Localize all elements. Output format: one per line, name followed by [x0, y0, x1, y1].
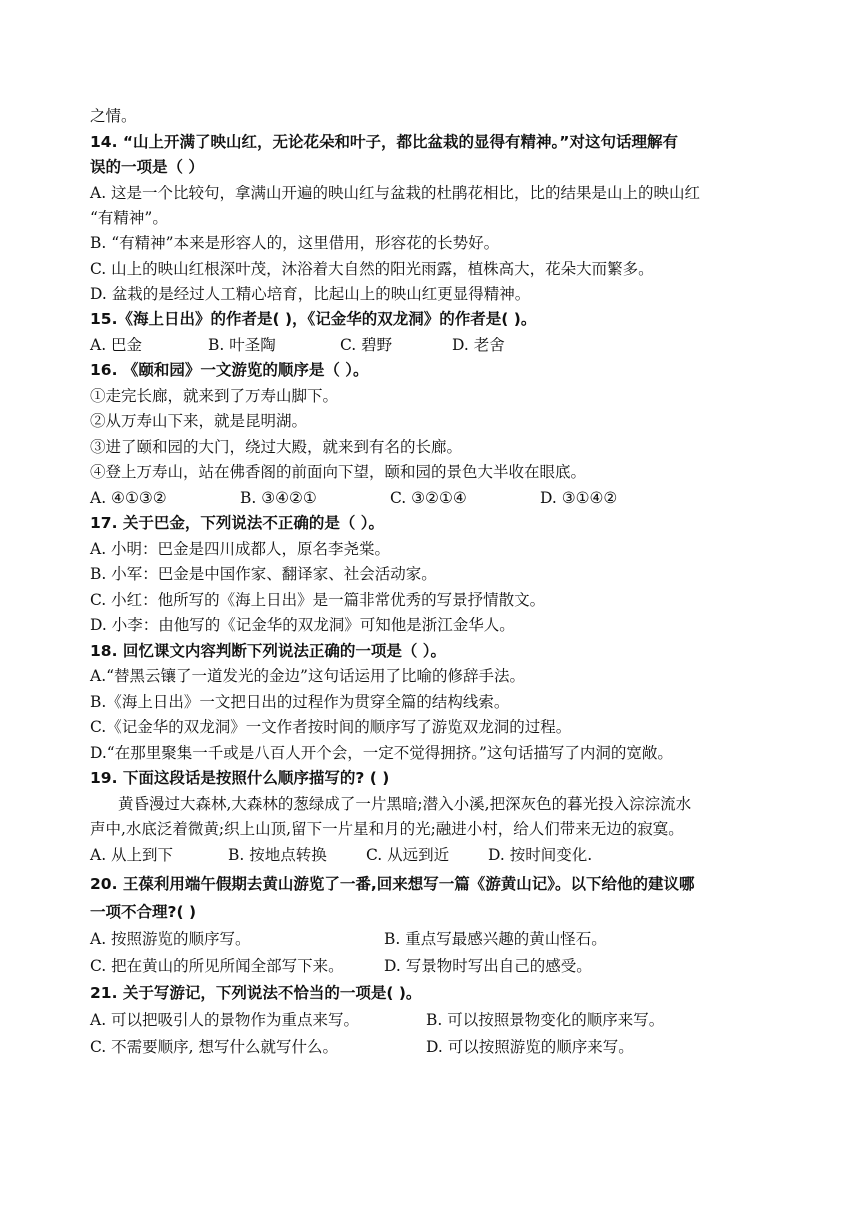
- question-16-step-4: ④登上万寿山，站在佛香阁的前面向下望，颐和园的景色大半收在眼底。: [90, 463, 587, 481]
- question-16-stem: 16. 《颐和园》一文游览的顺序是（ ）。: [90, 361, 369, 379]
- question-18-option-b: B.《海上日出》一文把日出的过程作为贯穿全篇的结构线索。: [90, 693, 510, 711]
- question-17-option-d: D. 小李：由他写的《记金华的双龙洞》可知他是浙江金华人。: [90, 616, 515, 634]
- question-20-stem: 20. 王葆利用端午假期去黄山游览了一番,回来想写一篇《游黄山记》。以下给他的建议哪: [90, 875, 695, 893]
- question-16-option-c: C. ③②①④: [390, 489, 467, 507]
- question-19-passage: 黄昏漫过大森林,大森林的葱绿成了一片黑暗;潜入小溪,把深灰色的暮光投入淙淙流水: [118, 795, 692, 813]
- question-15-option-b: B. 叶圣陶: [208, 336, 276, 354]
- question-21-option-a: A. 可以把吸引人的景物作为重点来写。: [90, 1011, 360, 1029]
- question-18-stem: 18. 回忆课文内容判断下列说法正确的一项是（ ）。: [90, 642, 447, 660]
- question-15-option-c: C. 碧野: [340, 336, 393, 354]
- question-16-option-a: A. ④①③②: [90, 489, 167, 507]
- question-20-option-c: C. 把在黄山的所见所闻全部写下来。: [90, 957, 344, 975]
- question-20-option-b: B. 重点写最感兴趣的黄山怪石。: [384, 930, 607, 948]
- question-21-option-b: B. 可以按照景物变化的顺序来写。: [426, 1011, 665, 1029]
- question-17-option-b: B. 小军：巴金是中国作家、翻译家、社会活动家。: [90, 565, 437, 583]
- question-16-step-3: ③进了颐和园的大门，绕过大殿，就来到有名的长廊。: [90, 438, 463, 456]
- text-line: 之情。: [90, 107, 137, 125]
- question-19-stem: 19. 下面这段话是按照什么顺序描写的? ( ): [90, 769, 390, 787]
- question-16-option-b: B. ③④②①: [240, 489, 317, 507]
- question-20-stem-cont: 一项不合理?( ): [90, 903, 197, 921]
- question-21-option-d: D. 可以按照游览的顺序来写。: [426, 1038, 634, 1056]
- question-14-option-b: B. “有精神”本来是形容人的，这里借用，形容花的长势好。: [90, 234, 500, 252]
- question-17-stem: 17. 关于巴金，下列说法不正确的是（ ）。: [90, 514, 385, 532]
- question-19-option-d: D. 按时间变化.: [488, 846, 593, 864]
- question-21-stem: 21. 关于写游记，下列说法不恰当的一项是( )。: [90, 984, 422, 1002]
- question-14-option-a-cont: “有精神”。: [90, 209, 168, 227]
- question-14-stem-cont: 误的一项是（ ）: [90, 158, 204, 176]
- question-17-option-c: C. 小红：他所写的《海上日出》是一篇非常优秀的写景抒情散文。: [90, 591, 546, 609]
- question-20-option-d: D. 写景物时写出自己的感受。: [384, 957, 592, 975]
- question-19-passage-cont: 声中,水底泛着微黄;织上山顶,留下一片星和月的光;融进小村，给人们带来无边的寂寞。: [90, 820, 684, 838]
- question-20-option-a: A. 按照游览的顺序写。: [90, 930, 251, 948]
- question-19-option-b: B. 按地点转换: [228, 846, 327, 864]
- question-15-option-d: D. 老舍: [452, 336, 505, 354]
- question-21-option-c: C. 不需要顺序, 想写什么就写什么。: [90, 1038, 339, 1056]
- question-15-stem: 15.《海上日出》的作者是( )，《记金华的双龙洞》的作者是( )。: [90, 310, 537, 328]
- question-16-step-1: ①走完长廊，就来到了万寿山脚下。: [90, 387, 339, 405]
- question-18-option-d: D.“在那里聚集一千或是八百人开个会，一定不觉得拥挤。”这句话描写了内洞的宽敞。: [90, 744, 673, 762]
- question-16-option-d: D. ③①④②: [540, 489, 618, 507]
- question-15-option-a: A. 巴金: [90, 336, 143, 354]
- question-19-option-a: A. 从上到下: [90, 846, 174, 864]
- question-14-option-c: C. 山上的映山红根深叶茂，沐浴着大自然的阳光雨露，植株高大，花朵大而繁多。: [90, 260, 654, 278]
- question-18-option-a: A.“替黑云镶了一道发光的金边”这句话运用了比喻的修辞手法。: [90, 667, 525, 685]
- question-14-stem: 14. “山上开满了映山红，无论花朵和叶子，都比盆栽的显得有精神。”对这句话理解有: [90, 133, 678, 151]
- question-19-option-c: C. 从远到近: [366, 846, 450, 864]
- question-16-step-2: ②从万寿山下来，就是昆明湖。: [90, 412, 308, 430]
- question-14-option-d: D. 盆栽的是经过人工精心培育，比起山上的映山红更显得精神。: [90, 285, 531, 303]
- question-18-option-c: C.《记金华的双龙洞》一文作者按时间的顺序写了游览双龙洞的过程。: [90, 718, 572, 736]
- question-17-option-a: A. 小明：巴金是四川成都人，原名李尧棠。: [90, 540, 391, 558]
- question-14-option-a: A. 这是一个比较句，拿满山开遍的映山红与盆栽的杜鹃花相比，比的结果是山上的映山红: [90, 184, 701, 202]
